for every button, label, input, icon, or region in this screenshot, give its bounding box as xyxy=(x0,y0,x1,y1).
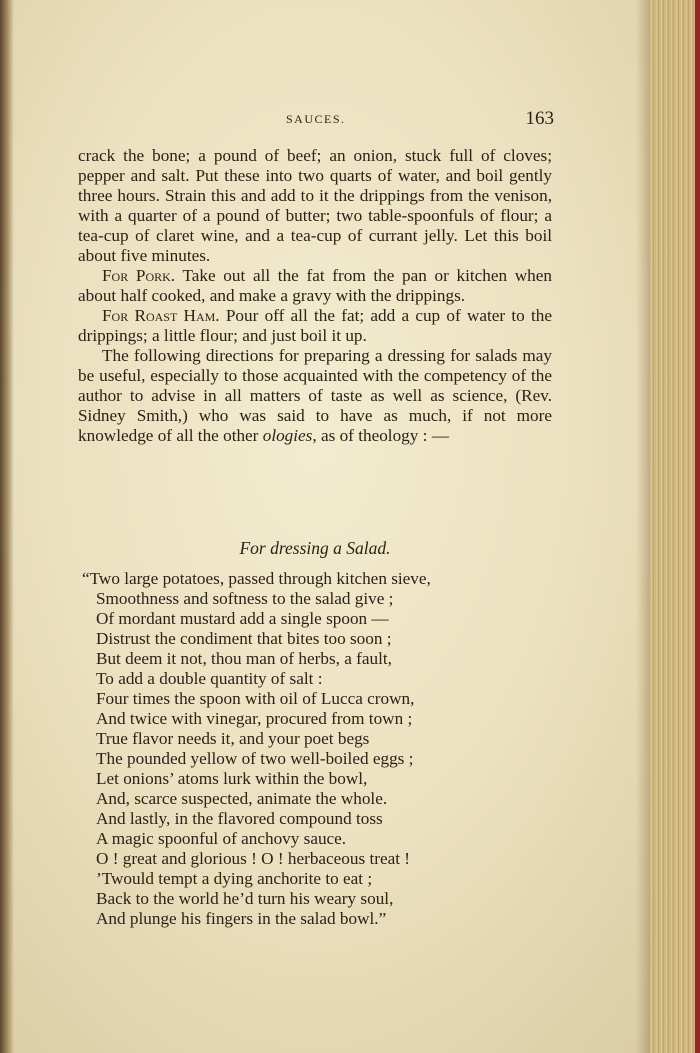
book-spine-shadow xyxy=(0,0,14,1053)
red-cover-edge xyxy=(695,0,700,1053)
poem-line: And, scarce suspected, animate the whole. xyxy=(96,789,388,808)
page-fore-edge xyxy=(650,0,700,1053)
recipe-text-roast-ham: Pour off all the fat; add a cup of water to the drippings; a little flour; and just boil it up. xyxy=(78,306,552,345)
poem-line: Back to the world he’d turn his weary soul, xyxy=(96,889,394,908)
poem-line: To add a double quantity of salt : xyxy=(96,669,323,688)
poem-line: The pounded yellow of two well-boiled eggs ; xyxy=(96,749,414,768)
poem-line: And plunge his fingers in the salad bowl.” xyxy=(96,909,387,928)
poem-line: Four times the spoon with oil of Lucca crown, xyxy=(96,689,415,708)
paragraph-venison-continued: crack the bone; a pound of beef; an onion, stuck full of cloves; pepper and salt. Put these into two quarts of water, and boil gently three hours. Strain this and add to it the drippings from the venison, with a quarter of a pound of butter; two table-spoonfuls of flour; a tea-cup of claret wine, and a tea-cup of currant jelly. Let this boil about five minutes. xyxy=(78,146,552,265)
salad-poem xyxy=(82,569,552,929)
salad-intro-italic: ologies xyxy=(262,426,313,445)
poem-line: Of mordant mustard add a single spoon — xyxy=(96,609,389,628)
poem-line: A magic spoonful of anchovy sauce. xyxy=(96,829,347,848)
fore-edge-shadow xyxy=(636,0,650,1053)
salad-intro-end: , as of theology : — xyxy=(312,426,449,445)
poem-line: True flavor needs it, and your poet begs xyxy=(96,729,370,748)
recipe-text-pork: Take out all the fat from the pan or kitchen when about half cooked, and make a gravy with the drippings. xyxy=(78,266,553,305)
paragraph-for-pork xyxy=(78,266,552,306)
poem-line: Distrust the condiment that bites too soon ; xyxy=(96,629,392,648)
poem-line: Let onions’ atoms lurk within the bowl, xyxy=(96,769,368,788)
poem-line: ’Twould tempt a dying anchorite to eat ; xyxy=(96,869,373,888)
poem-line: But deem it not, thou man of herbs, a fault, xyxy=(96,649,392,668)
salad-intro-text: The following directions for preparing a dressing for salads may be useful, especially to those acquainted with the competency of the author to advise in all matters of taste as well as science, (Rev. Sidney Smith,) who was said to have as much, if not more knowledge of all the other xyxy=(78,346,552,445)
poem-line: “Two large potatoes, passed through kitchen sieve, xyxy=(82,569,431,588)
recipe-lead-pork: For Pork. xyxy=(102,266,176,285)
poem-line: And lastly, in the flavored compound toss xyxy=(96,809,383,828)
poem-line: O ! great and glorious ! O ! herbaceous treat ! xyxy=(96,849,411,868)
recipe-lead-roast-ham: For Roast Ham. xyxy=(102,306,220,325)
paragraph-salad-intro xyxy=(78,346,552,446)
running-head: SAUCES. xyxy=(286,112,346,126)
page-number: 163 xyxy=(525,108,554,129)
poem-line: And twice with vinegar, procured from town ; xyxy=(96,709,413,728)
poem-line: Smoothness and softness to the salad give ; xyxy=(96,589,394,608)
section-heading: For dressing a Salad. xyxy=(239,538,391,558)
page-header xyxy=(78,108,554,132)
prose-body xyxy=(78,146,552,446)
paragraph-for-roast-ham xyxy=(78,306,552,346)
